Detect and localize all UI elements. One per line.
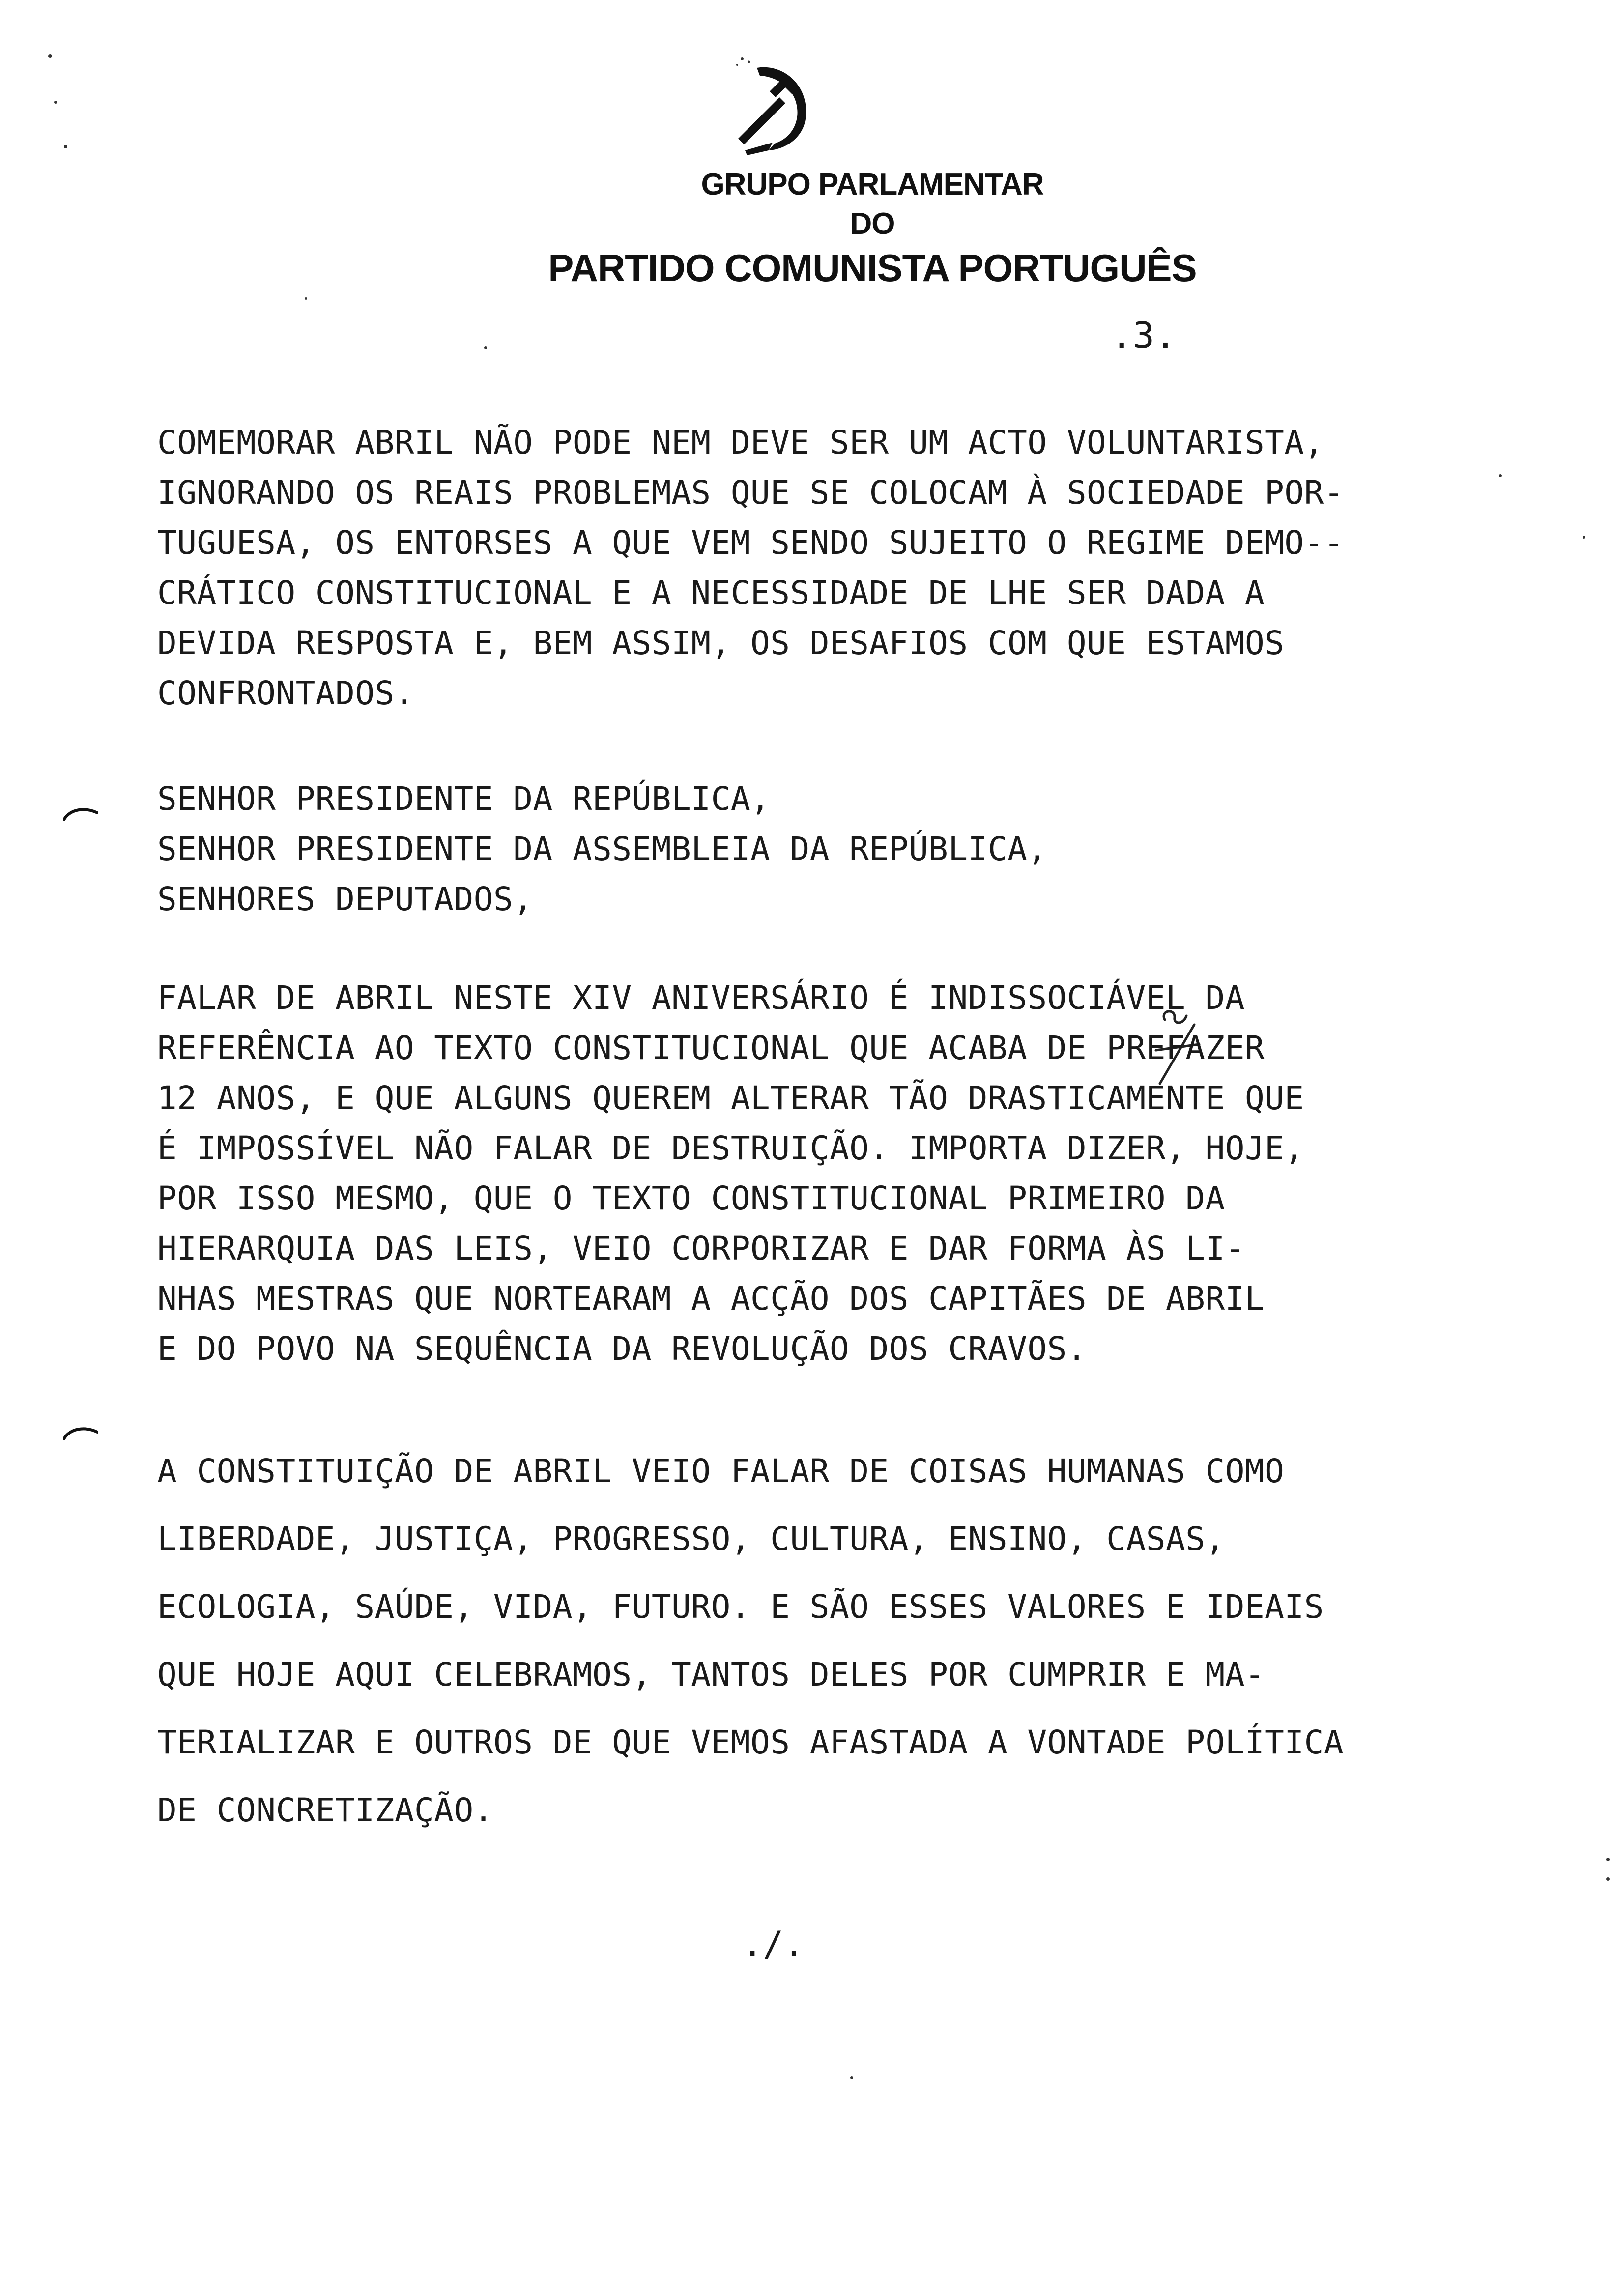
text-line: ECOLOGIA, SAÚDE, VIDA, FUTURO. E SÃO ESSES VALORES E IDEAIS <box>157 1588 1324 1626</box>
scan-speck <box>1583 536 1585 539</box>
text-line: NHAS MESTRAS QUE NORTEARAM A ACÇÃO DOS CAPITÃES DE ABRIL <box>157 1280 1265 1318</box>
paragraph <box>157 418 1344 718</box>
scan-speck <box>1499 474 1502 477</box>
hammer-and-sickle-icon <box>727 54 821 157</box>
page-number: .3. <box>1111 315 1177 357</box>
text-line: LIBERDADE, JUSTIÇA, PROGRESSO, CULTURA, ENSINO, CASAS, <box>157 1520 1225 1558</box>
text-line: REFERÊNCIA AO TEXTO CONSTITUCIONAL QUE ACABA DE PREFAZER <box>157 1029 1265 1067</box>
salutation <box>157 774 1047 924</box>
text-line: POR ISSO MESMO, QUE O TEXTO CONSTITUCIONAL PRIMEIRO DA <box>157 1179 1225 1217</box>
text-line: HIERARQUIA DAS LEIS, VEIO CORPORIZAR E DAR FORMA ÀS LI- <box>157 1230 1245 1267</box>
continuation-mark: ./. <box>742 1924 805 1964</box>
text-line: E DO POVO NA SEQUÊNCIA DA REVOLUÇÃO DOS CRAVOS. <box>157 1330 1087 1368</box>
text-line: FALAR DE ABRIL NESTE XIV ANIVERSÁRIO É INDISSOCIÁVEL DA <box>157 979 1245 1017</box>
paragraph <box>157 973 1304 1374</box>
text-line: TERIALIZAR E OUTROS DE QUE VEMOS AFASTADA A VONTADE POLÍTICA <box>157 1723 1344 1761</box>
header-group-title: GRUPO PARLAMENTAR <box>701 168 1044 201</box>
text-line: CRÁTICO CONSTITUCIONAL E A NECESSIDADE DE LHE SER DADA A <box>157 574 1265 612</box>
paragraph <box>157 1437 1344 1844</box>
text-line: SENHORES DEPUTADOS, <box>157 880 533 918</box>
scan-speck <box>1606 1858 1610 1861</box>
scan-speck <box>484 346 487 349</box>
text-line: SENHOR PRESIDENTE DA ASSEMBLEIA DA REPÚBLICA, <box>157 830 1047 868</box>
text-line: TUGUESA, OS ENTORSES A QUE VEM SENDO SUJEITO O REGIME DEMO-- <box>157 524 1344 562</box>
scan-speck <box>64 145 67 148</box>
header-party-name: PARTIDO COMUNISTA PORTUGUÊS <box>548 246 1197 289</box>
scan-speck <box>54 101 57 104</box>
scan-speck <box>48 54 52 58</box>
text-line: É IMPOSSÍVEL NÃO FALAR DE DESTRUIÇÃO. IMPORTA DIZER, HOJE, <box>157 1129 1304 1167</box>
header-connector: DO <box>850 207 895 241</box>
margin-bracket-mark <box>63 806 98 821</box>
text-line: DE CONCRETIZAÇÃO. <box>157 1791 494 1829</box>
text-line: IGNORANDO OS REAIS PROBLEMAS QUE SE COLOCAM À SOCIEDADE POR- <box>157 474 1344 512</box>
scan-speck <box>305 297 307 300</box>
text-line: QUE HOJE AQUI CELEBRAMOS, TANTOS DELES POR CUMPRIR E MA- <box>157 1656 1265 1693</box>
text-line: SENHOR PRESIDENTE DA REPÚBLICA, <box>157 780 771 818</box>
text-line: DEVIDA RESPOSTA E, BEM ASSIM, OS DESAFIOS COM QUE ESTAMOS <box>157 624 1285 662</box>
scan-speck <box>1606 1877 1610 1881</box>
text-line: CONFRONTADOS. <box>157 674 415 712</box>
scan-speck <box>850 2076 853 2079</box>
text-line: 12 ANOS, E QUE ALGUNS QUEREM ALTERAR TÃO DRASTICAMENTE QUE <box>157 1079 1304 1117</box>
text-line: COMEMORAR ABRIL NÃO PODE NEM DEVE SER UM ACTO VOLUNTARISTA, <box>157 424 1324 461</box>
text-line: A CONSTITUIÇÃO DE ABRIL VEIO FALAR DE COISAS HUMANAS COMO <box>157 1452 1285 1490</box>
margin-bracket-mark <box>63 1425 98 1440</box>
